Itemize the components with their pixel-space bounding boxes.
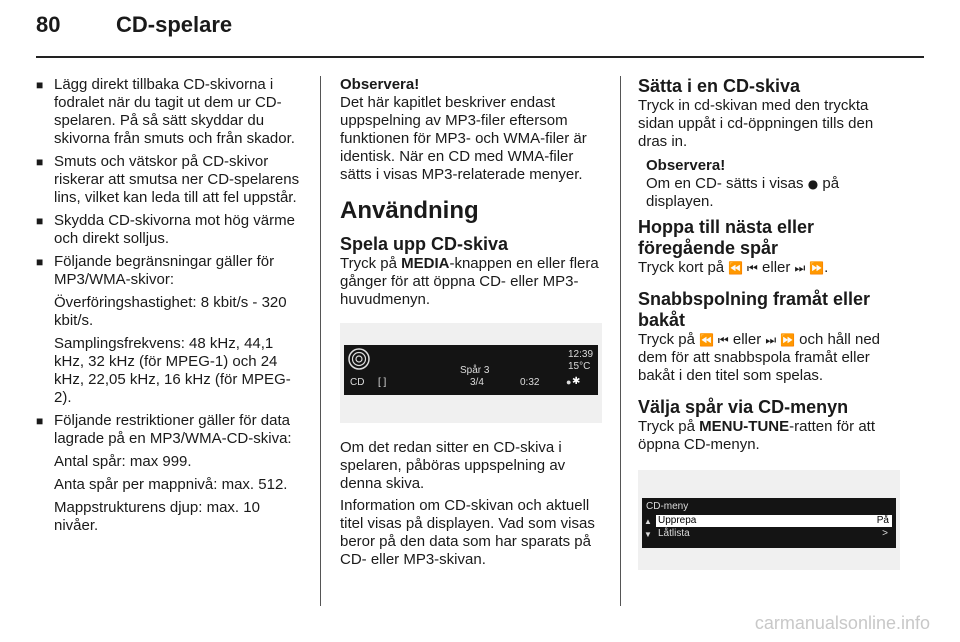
- bullet-list: [36, 76, 306, 535]
- tracks-per-folder-text: Anta spår per mappnivå: max. 512.: [54, 476, 288, 493]
- cd-lcd: [344, 345, 598, 395]
- watermark: carmanualsonline.info: [754, 613, 930, 633]
- elapsed-time: 0:32: [520, 377, 540, 388]
- bracket-label: [ ]: [378, 377, 387, 388]
- list-item: ■ Lägg direkt tillbaka CD-skivorna i fodralet när du tagit ut dem ur CD-spelaren. På så sätt skyddar du skivorna från smuts och från skador.: [36, 76, 306, 148]
- cd-display-illustration: [340, 323, 602, 423]
- list-item: ■ Smuts och vätskor på CD-skivor riskerar att smutsa ner CD-spelarens lins, vilket kan leda till att fel uppstår.: [36, 153, 306, 207]
- previous-track-icon: ⏪ ⏮: [728, 261, 758, 275]
- menu-lcd: [642, 498, 896, 548]
- column-3: [638, 76, 906, 586]
- chevron-right-icon: >: [882, 528, 888, 539]
- note-box: [638, 157, 906, 211]
- note-title: Observera!: [340, 76, 420, 93]
- menu-title: CD-meny: [646, 501, 689, 512]
- fast-forward-icon: ⏭ ⏩: [765, 333, 795, 347]
- scroll-down-icon: ▼: [644, 530, 652, 539]
- skip-text: Tryck kort på ⏪ ⏮ eller ⏭ ⏩.: [638, 259, 829, 276]
- next-track-icon: ⏭ ⏩: [794, 261, 825, 275]
- note-text: Det här kapitlet beskriver endast uppspelning av MP3-filer eftersom funktionen för MP3- och WMA-filer är identisk. När en CD med WMA-filer sätts i visas MP3-relaterade menyer.: [340, 94, 587, 183]
- cd-disc-icon: [348, 348, 370, 370]
- column-2: [340, 76, 602, 569]
- column-divider-2: [620, 76, 621, 606]
- source-label: CD: [350, 377, 365, 388]
- scroll-up-icon: ▲: [644, 517, 652, 526]
- track-label: Spår 3: [460, 365, 490, 376]
- play-instructions: Tryck på MEDIA-knappen en eller flera gånger för att öppna CD- eller MP3-huvudmenyn.: [340, 255, 599, 308]
- rewind-icon: ⏪ ⏮: [699, 333, 729, 347]
- sampling-text: Samplingsfrekvens: 48 kHz, 44,1 kHz, 32 kHz (för MPEG-1) och 24 kHz, 22,05 kHz, 16 kHz (för MPEG-2).: [54, 335, 291, 406]
- menu-tune-label: MENU-TUNE: [699, 418, 790, 435]
- list-item: ■ Skydda CD-skivorna mot hög värme och direkt solljus.: [36, 212, 306, 248]
- page-header: [36, 12, 232, 52]
- subheading-skip: Hoppa till nästa eller föregående spår: [638, 217, 815, 258]
- page-title: CD-spelare: [116, 12, 233, 37]
- subheading-insert: Sätta i en CD-skiva: [638, 76, 801, 96]
- folder-depth-text: Mappstrukturens djup: max. 10 nivåer.: [54, 499, 260, 534]
- insert-text: Tryck in cd-skivan med den tryckta sidan uppåt i cd-öppningen tills den dras in.: [638, 97, 874, 150]
- bluetooth-icon: ✱: [572, 376, 581, 387]
- column-divider-1: [320, 76, 321, 606]
- menu-item-repeat: Upprepa På: [656, 515, 892, 527]
- temperature: 15°C: [568, 361, 591, 372]
- track-count: 3/4: [470, 377, 484, 388]
- bitrate-text: Överföringshastighet: 8 kbit/s - 320 kbit/s.: [54, 294, 287, 329]
- fast-text: Tryck på ⏪ ⏮ eller ⏭ ⏩ och håll ned dem för att snabbspola framåt eller bakåt i den titel som spelas.: [638, 331, 881, 384]
- display-info-text: Information om CD-skivan och aktuell titel visas på displayen. Vad som visas beror på den data som har sparats på CD- eller MP3-skivan.: [340, 497, 595, 568]
- track-count-text: Antal spår: max 999.: [54, 453, 192, 470]
- subheading-play: Spela upp CD-skiva: [340, 234, 509, 254]
- cd-menu-illustration: [638, 470, 900, 570]
- insert-info-text: Om det redan sitter en CD-skiva i spelaren, påböras uppspelning av denna skiva.: [340, 439, 566, 492]
- page-number: 80: [36, 12, 61, 37]
- menu-item-tracklist: Låtlista >: [658, 528, 888, 539]
- disc-indicator-icon: ●: [566, 377, 572, 387]
- column-1: [36, 76, 306, 540]
- note-text: Om en CD- sätts i visas ● på displayen.: [646, 175, 840, 210]
- disc-indicator-icon: ●: [807, 177, 819, 191]
- note-title: Observera!: [646, 157, 726, 174]
- menu-text: Tryck på MENU-TUNE-ratten för att öppna CD-menyn.: [638, 418, 875, 453]
- section-heading: Användning: [340, 197, 479, 224]
- media-button-label: MEDIA: [401, 255, 450, 272]
- list-item: ■ Följande restriktioner gäller för data lagrade på en MP3/WMA-CD-skiva: Antal spår: max 999. Anta spår per mappnivå: max. 512. Mappstrukturens djup: max. 10 nivåer.: [36, 412, 306, 535]
- list-item: ■ Följande begränsningar gäller för MP3/WMA-skivor: Överföringshastighet: 8 kbit/s - 320 kbit/s. Samplingsfrekvens: 48 kHz, 44,1 kHz, 32 kHz (för MPEG-1) och 24 kHz, 22,05 kHz, 16 kHz (för MPEG-2).: [36, 253, 306, 407]
- subheading-fast: Snabbspolning framåt eller bakåt: [638, 289, 871, 330]
- clock: 12:39: [568, 349, 594, 360]
- header-divider: [36, 56, 924, 58]
- subheading-menu: Välja spår via CD-menyn: [638, 397, 849, 417]
